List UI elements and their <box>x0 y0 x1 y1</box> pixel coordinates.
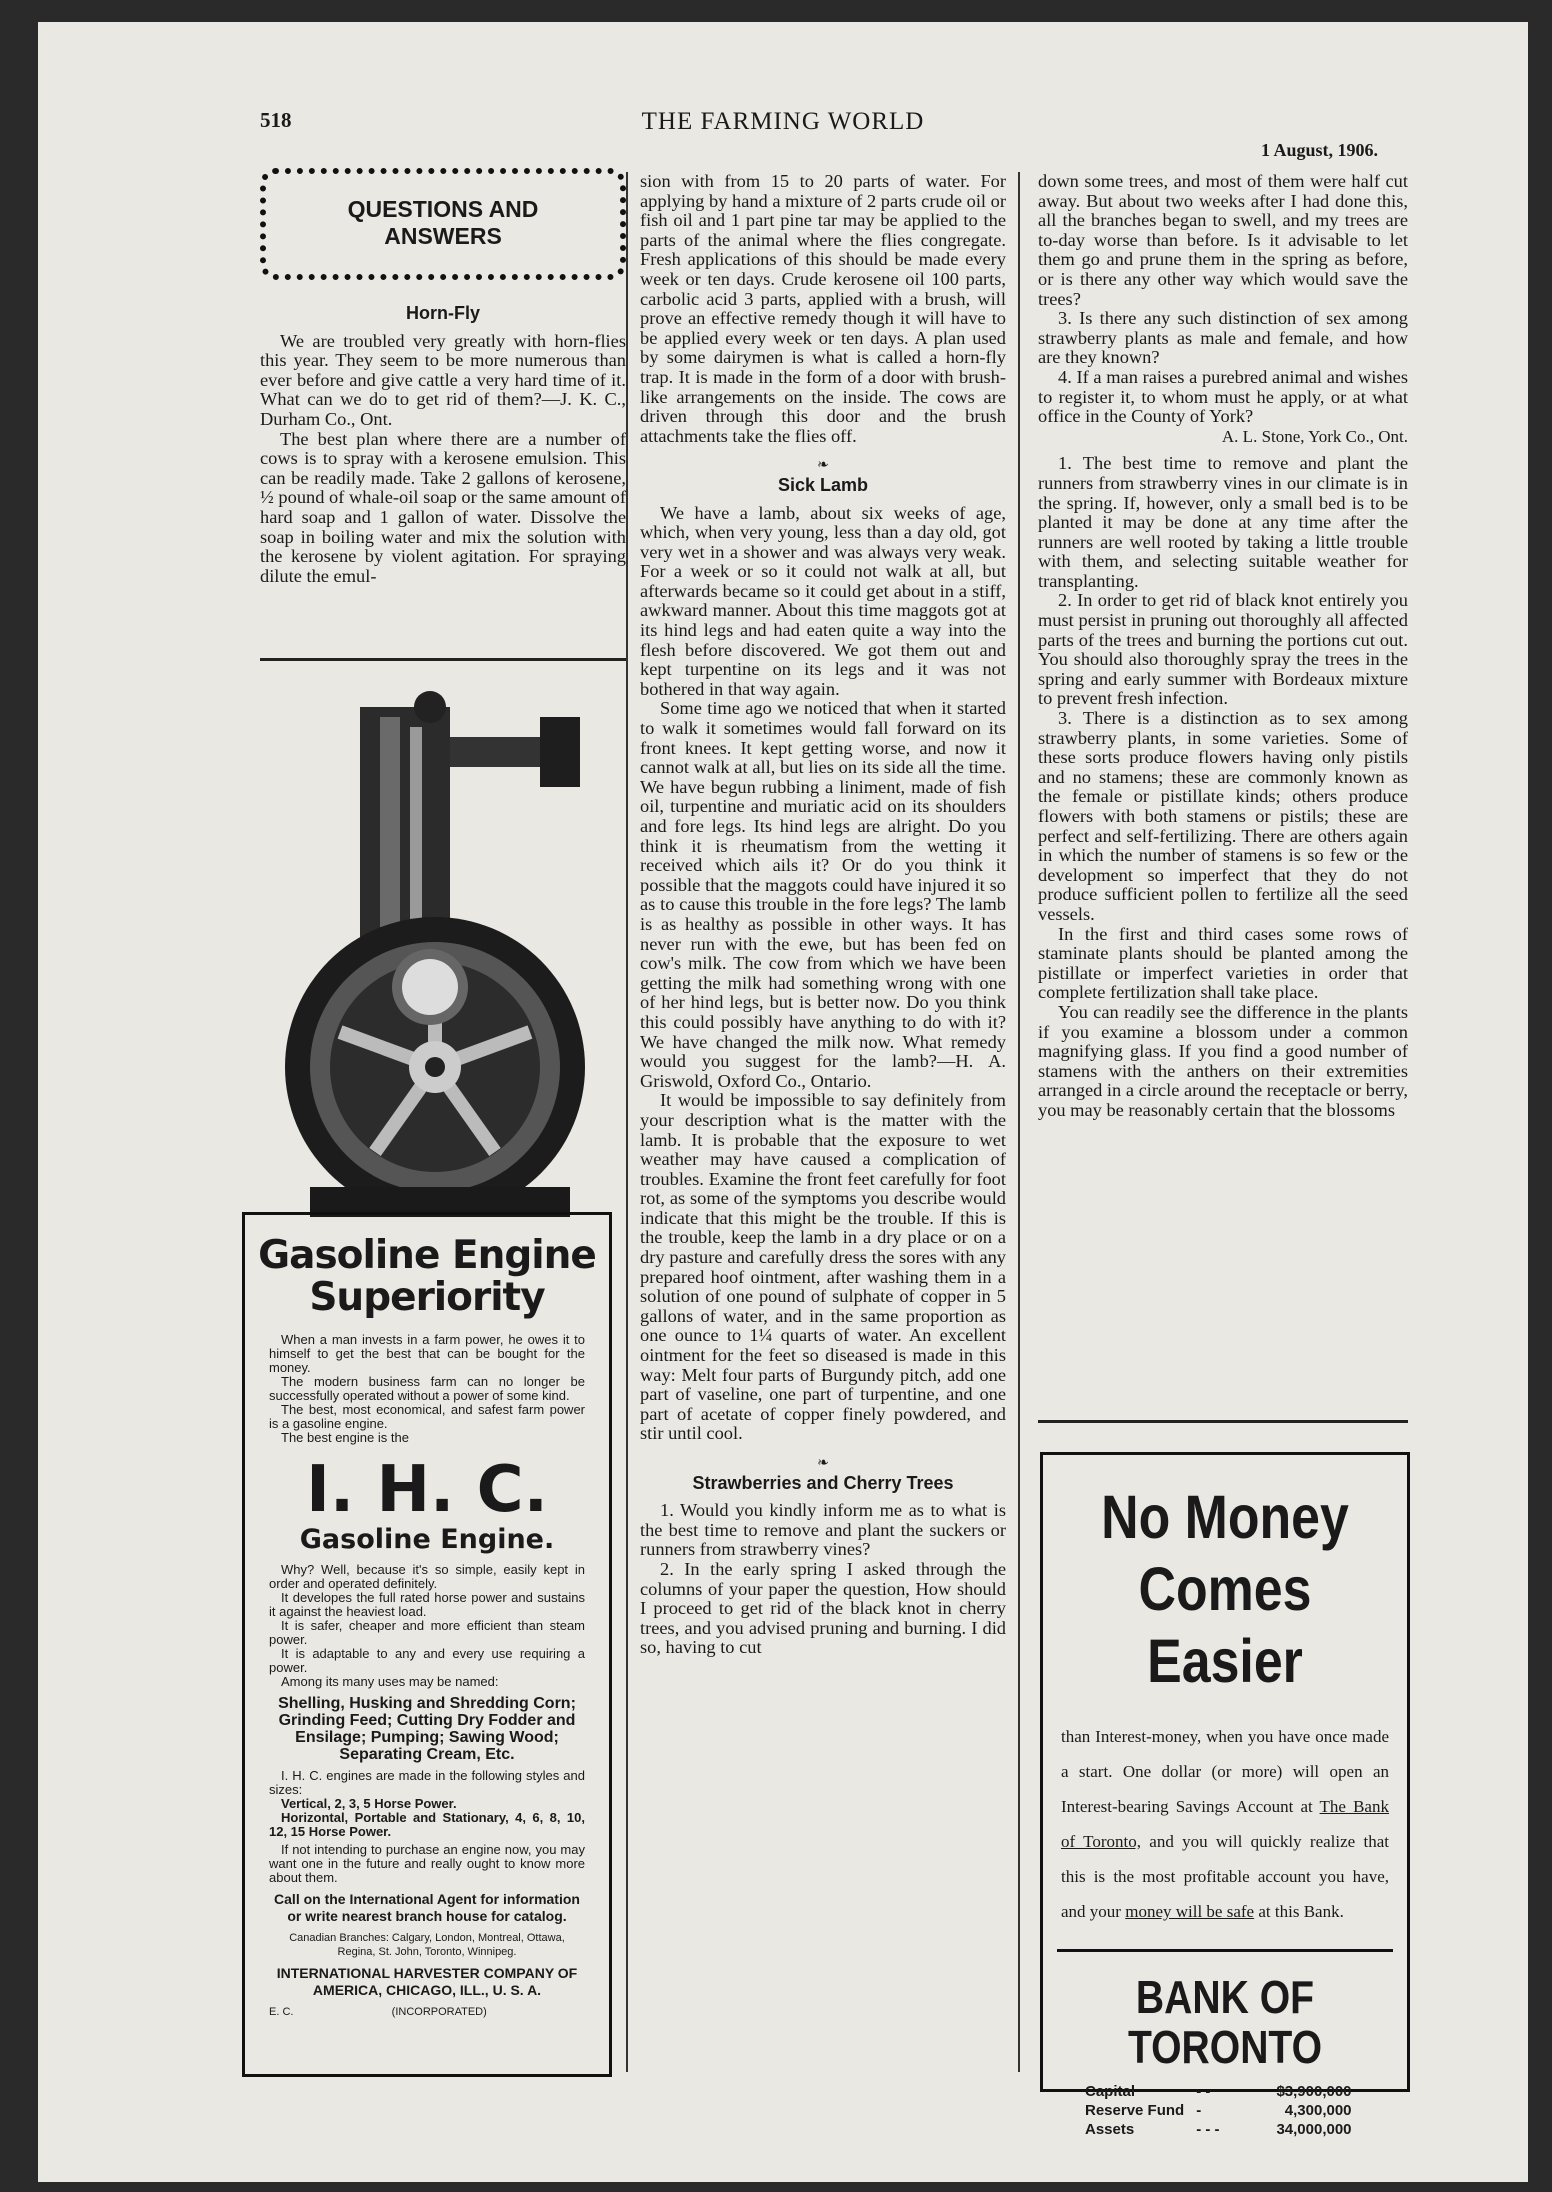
column-3-text <box>1038 172 1408 1121</box>
column-rule-2 <box>1018 172 1020 2072</box>
ihc-sizes: I. H. C. engines are made in the following styles and sizes: Vertical, 2, 3, 5 Horse Power. Horizontal, Portable and Stationary, 4, 6, 8, 10, 12, 15 Horse Power. If not intending to purchase an engine now, you may want one in the future and really ought to know more about them. <box>269 1768 585 1885</box>
ihc-incorporated: (INCORPORATED) <box>391 2006 487 2018</box>
bank-figures <box>1079 2082 1358 2139</box>
column-1-divider <box>260 658 626 661</box>
hornfly-title: Horn-Fly <box>406 303 480 323</box>
ihc-reasons: Why? Well, because it's so simple, easily kept in order and operated definitely. It developes the full rated horse power and sustains it against the heaviest load. It is safer, cheaper and more efficient than steam power. It is adaptable to any and every use requiring a power. Among its many uses may be named: <box>269 1562 585 1689</box>
money-safe-text: money will be safe <box>1125 1902 1255 1921</box>
running-header <box>38 108 1528 160</box>
strawberries-q2: 2. In the early spring I asked through the columns of your paper the question, How should I proceed to get rid of the black knot in cherry trees, and you advised pruning and burning. I did so, having to cut <box>640 1558 1006 1658</box>
strawberries-title: Strawberries and Cherry Trees <box>692 1472 954 1493</box>
ihc-brand: I. H. C. <box>306 1453 548 1527</box>
strawberries-q3: 3. Is there any such distinction of sex among strawberry plants as male and female, and how are they known? <box>1038 308 1408 368</box>
ihc-footer <box>269 2005 585 2019</box>
strawberries-a5: You can readily see the difference in the plants if you examine a blossom under a common magnifying glass. If you find a good number of stamens with the anthers on their extremities arranged in a circle around the receptacle or berry, you may be reasonably certain that the blossoms <box>1038 1001 1408 1120</box>
ihc-engine-advertisement <box>242 1212 612 2077</box>
table-row: Reserve Fund - 4,300,000 <box>1085 2102 1352 2119</box>
questions-answers-banner <box>260 168 626 280</box>
hornfly-answer: The best plan where there are a number of cows is to spray with a kerosene emulsion. This can be readily made. Take 2 gallons of kerosene, ½ pound of whale-oil soap or the same amount of hard soap and 1 gallon of water. Dissolve the soap in boiling water and mix the solution with the kerosene by violent agitation. For spraying dilute the emul- <box>260 428 626 586</box>
bank-name: BANK OF TORONTO <box>1127 1971 1323 2073</box>
strawberries-a1: 1. The best time to remove and plant the runners from strawberry vines in our climate is in the spring. If, however, only a small bed is to be planted it may be done at any time after the runners are well rooted by taking a little trouble with them, and selecting suitable weather for transplanting. <box>1038 453 1408 591</box>
bank-divider <box>1057 1949 1393 1952</box>
hornfly-answer-continued: sion with from 15 to 20 parts of water. For applying by hand a mixture of 2 parts crude oil or fish oil and 1 part pine tar may be applied to the parts of the animal where the flies congregate. Fresh applications of this should be made every week or ten days. Crude kerosene oil 100 parts, carbolic acid 3 parts, applied with a brush, will prove an effective remedy though it will have to be applied every week or ten days. A plan used by some dairymen is what is called a horn-fly trap. It is made in the form of a door with brush-like arrangements on the inside. The cows are driven through this door and the brush attachments take the flies off. <box>640 171 1006 446</box>
ihc-headline: Gasoline Engine Superiority <box>258 1233 596 1320</box>
banner-line-2: ANSWERS <box>384 223 502 249</box>
strawberries-q2-continued: down some trees, and most of them were half cut away. But about two weeks after I had done this, all the branches began to swell, and my trees are to-day worse than before. Is it advisable to let them go and prune them in the spring as before, or is there any other way which would save the trees? <box>1038 171 1408 309</box>
sicklamb-p1: We have a lamb, about six weeks of age, which, when very young, less than a day old, got very wet in a shower and was always very weak. For a week or so it could not walk at all, but afterwards became so it could get about in a stiff, awkward manner. About this time maggots got at its hind legs and had eaten quite a way into the flesh before discovered. We got them out and kept turpentine on its legs and it was not bothered in that way again. <box>640 502 1006 699</box>
hornfly-question: We are troubled very greatly with horn-flies this year. They seem to be more numerous than ever before and give cattle a very hard time of it. What can we do to get rid of them?—J. K. C., Durham Co., Ont. <box>260 330 626 429</box>
bank-headline: No Money Comes Easier <box>1101 1483 1349 1695</box>
ihc-intro: When a man invests in a farm power, he owes it to himself to get the best that can be bought for the money. The modern business farm can no longer be successfully operated without a power of some kind. The best, most economical, and safest farm power is a gasoline engine. The best engine is the <box>269 1332 585 1445</box>
issue-date: 1 August, 1906. <box>1260 140 1378 160</box>
column-1-text <box>260 294 626 586</box>
table-row: Assets - - - 34,000,000 <box>1085 2121 1352 2138</box>
ihc-code: E. C. <box>269 2006 294 2018</box>
signature: A. L. Stone, York Co., Ont. <box>1221 426 1408 446</box>
page-number: 518 <box>260 108 292 132</box>
bank-name-inline: The Bank of Toronto, <box>1061 1797 1389 1851</box>
section-ornament: ❧ <box>817 1456 829 1471</box>
ihc-company: INTERNATIONAL HARVESTER COMPANY OF AMERICA, CHICAGO, ILL., U. S. A. <box>276 1965 578 1998</box>
sicklamb-p2: Some time ago we noticed that when it started to walk it sometimes would fall forward on its front knees. It kept getting worse, and now it cannot walk at all, but lies on its side all the time. We have begun rubbing a liniment, made of fish oil, turpentine and muriatic acid on its shoulders and fore legs. Its hind legs are alright. Do you think it is rheumatism from the wetting it received which ails it? Or do you think it possible that the maggots could have injured it so as to cause this trouble in the fore legs? The lamb is as healthy as possible in other ways. It has never run with the ewe, but has been fed on cow's milk. The cow from which we have been getting the milk had something wrong with one of her hind legs, but is better now. Do you think this could possibly have anything to do with it? We have changed the milk now. What remedy would you suggest for the lamb?—H. A. Griswold, Oxford Co., Ontario. <box>640 698 1006 1091</box>
strawberries-a3: 3. There is a distinction as to sex among strawberry plants, in some varieties. Some of these sorts produce flowers having only pistils and no stamens; these are commonly known as the female or pistillate kinds; others produce flowers with both stamens or pistils; these are perfect and self-fertilizing. There are others again in which the number of stamens is so few or the development so imperfect that they do not produce sufficient pollen to fertilize all the seed vessels. <box>1038 708 1408 924</box>
ihc-call-to-action: Call on the International Agent for information or write nearest branch house for catalog. <box>274 1891 580 1924</box>
bank-body: than Interest-money, when you have once made a start. One dollar (or more) will open an Interest-bearing Savings Account at The Bank of Toronto, and you will quickly realize that this is the most profitable account you have, and your money will be safe at this Bank. <box>1061 1727 1390 1921</box>
page <box>38 22 1528 2182</box>
publication-title: THE FARMING WORLD <box>641 108 925 135</box>
strawberries-q1: 1. Would you kindly inform me as to what is the best time to remove and plant the suckers or runners from strawberry vines? <box>640 1500 1006 1560</box>
column-2-text <box>640 172 1006 1658</box>
strawberries-a4: In the first and third cases some rows of staminate plants should be planted among the pistillate or imperfect varieties in order that complete fertilization shall take place. <box>1038 923 1408 1003</box>
strawberries-a2: 2. In order to get rid of black knot entirely you must persist in pruning out thoroughly all affected parts of the trees and burning the portions cut out. You should also thoroughly spray the trees in the spring and early summer with Bordeaux mixture to prevent fresh infection. <box>1038 590 1408 709</box>
ihc-brand-sub: Gasoline Engine. <box>299 1524 555 1555</box>
strawberries-q4: 4. If a man raises a purebred animal and wishes to register it, to whom must he apply, or at what office in the County of York? <box>1038 366 1408 427</box>
bank-of-toronto-advertisement <box>1040 1452 1410 2138</box>
section-ornament: ❧ <box>817 458 829 474</box>
column-3-divider <box>1038 1420 1408 1423</box>
ihc-branches: Canadian Branches: Calgary, London, Montreal, Ottawa, Regina, St. John, Toronto, Winnipeg. <box>289 1932 565 1958</box>
table-row: Capital - - $3,900,000 <box>1085 2083 1352 2100</box>
sicklamb-title: Sick Lamb <box>777 474 869 495</box>
ihc-uses: Shelling, Husking and Shredding Corn; Grinding Feed; Cutting Dry Fodder and Ensilage; Pumping; Sawing Wood; Separating Cream, Etc. <box>278 1695 576 1763</box>
sicklamb-p3: It would be impossible to say definitely from your description what is the matter with the lamb. It is probable that the exposure to wet weather may have caused a complication of troubles. Examine the front feet carefully for foot rot, as some of the symptoms you describe would indicate that this might be the trouble. If this is the trouble, keep the lamb in a dry place or on a dry pasture and carefully dress the sores with any prepared hoof ointment, after washing them in a solution of one pound of sulphate of copper in 5 gallons of water, and in the same proportion as one ounce to 1¼ quarts of water. An excellent ointment for the feet so diseased is made in this way: Melt four parts of Burgundy pitch, add one part of vaseline, one part of turpentine, and one part of acetate of copper finely powdered, and stir until cool. <box>640 1090 1006 1444</box>
banner-line-1: QUESTIONS AND <box>347 196 539 222</box>
gasoline-engine-illustration <box>270 687 630 1217</box>
